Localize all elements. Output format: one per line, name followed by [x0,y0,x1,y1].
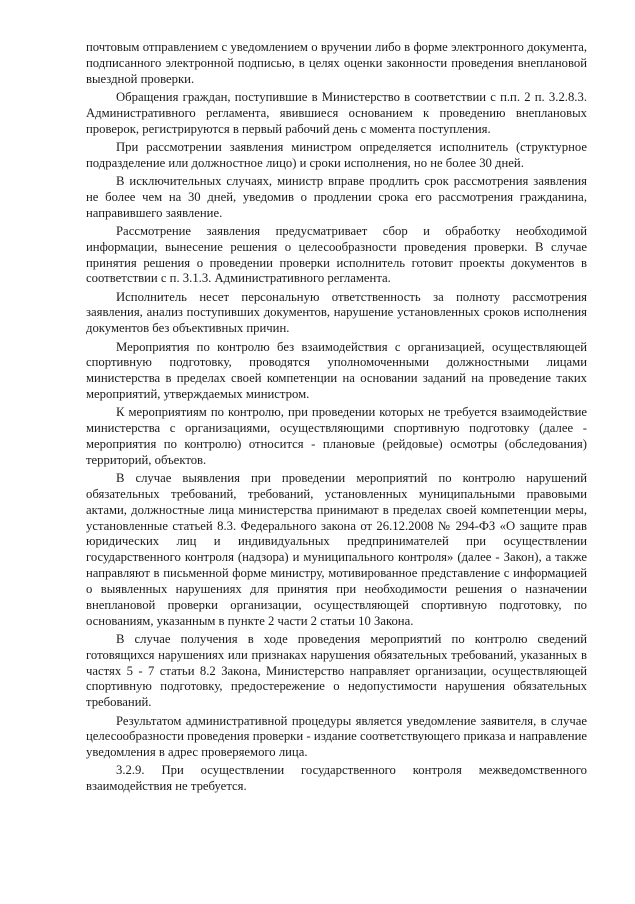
paragraph-violations-detected: В случае выявления при проведении мероприятий по контролю нарушений обязательных требований, требований, установленных муниципальными правовыми актами, должностные лица министерства принимают в пределах своей компетенции меры, установленные статьей 8.3. Федерального закона от 26.12.2008 № 294-ФЗ «О защите прав юридических лиц и индивидуальных предпринимателей при осуществлении государственного контроля (надзора) и муниципального контроля» (далее - Закон), а также направляют в письменной форме министру, мотивированное представление с информацией о выявленных нарушениях для принятия при необходимости решения о назначении внеплановой проверки организации, осуществляющей спортивную подготовку, по основаниям, указанным в пункте 2 части 2 статьи 10 Закона. [86,471,587,628]
paragraph-application-review: Рассмотрение заявления предусматривает сбор и обработку необходимой информации, вынесение решения о целесообразности проведения проверки. В случае принятия решения о проведении проверки исполнитель готовит проекты документов в соответствии с п. 3.1.3. Административного регламента. [86,223,587,286]
paragraph-control-without-interaction: Мероприятия по контролю без взаимодействия с организацией, осуществляющей спортивную подготовку, проводятся уполномоченными должностными лицами министерства в пределах своей компетенции на основании заданий на проведение таких мероприятий, утверждаемых министром. [86,339,587,402]
paragraph-warning-issued: В случае получения в ходе проведения мероприятий по контролю сведений готовящихся нарушениях или признаках нарушения обязательных требований, указанных в частях 5 - 7 статьи 8.2 Закона, Министерство направляет организации, осуществляющей спортивную подготовку, предостережение о недопустимости нарушения обязательных требований. [86,631,587,710]
paragraph-procedure-result: Результатом административной процедуры является уведомление заявителя, в случае целесообразности проведения проверки - издание соответствующего приказа и направление уведомления в адрес проверяемого лица. [86,713,587,760]
paragraph-notification-method: почтовым отправлением с уведомлением о вручении либо в форме электронного документа, подписанного электронной подписью, в целях оценки законности проведения внеплановой выездной проверки. [86,40,587,86]
paragraph-citizen-appeals: Обращения граждан, поступившие в Министерство в соответствии с п.п. 2 п. 3.2.8.3. Административного регламента, явившиеся основанием к проведению внеплановых проверок, регистрируются в первый рабочий день с момента поступления. [86,89,587,136]
paragraph-executor-responsibility: Исполнитель несет персональную ответственность за полноту рассмотрения заявления, анализ поступивших документов, нарушение установленных сроков исполнения документов без объективных причин. [86,289,587,336]
paragraph-term-extension: В исключительных случаях, министр вправе продлить срок рассмотрения заявления не более чем на 30 дней, уведомив о продлении срока его рассмотрения гражданина, направившего заявление. [86,173,587,220]
paragraph-control-measures: К мероприятиям по контролю, при проведении которых не требуется взаимодействие министерства с организациями, осуществляющими спортивную подготовку (далее - мероприятия по контролю) относится - плановые (рейдовые) осмотры (обследования) территорий, объектов. [86,405,587,467]
paragraph-section-3-2-9: 3.2.9. При осуществлении государственного контроля межведомственного взаимодействия не требуется. [86,763,587,794]
paragraph-executor-assignment: При рассмотрении заявления министром определяется исполнитель (структурное подразделение или должностное лицо) и сроки исполнения, но не более 30 дней. [86,139,587,170]
